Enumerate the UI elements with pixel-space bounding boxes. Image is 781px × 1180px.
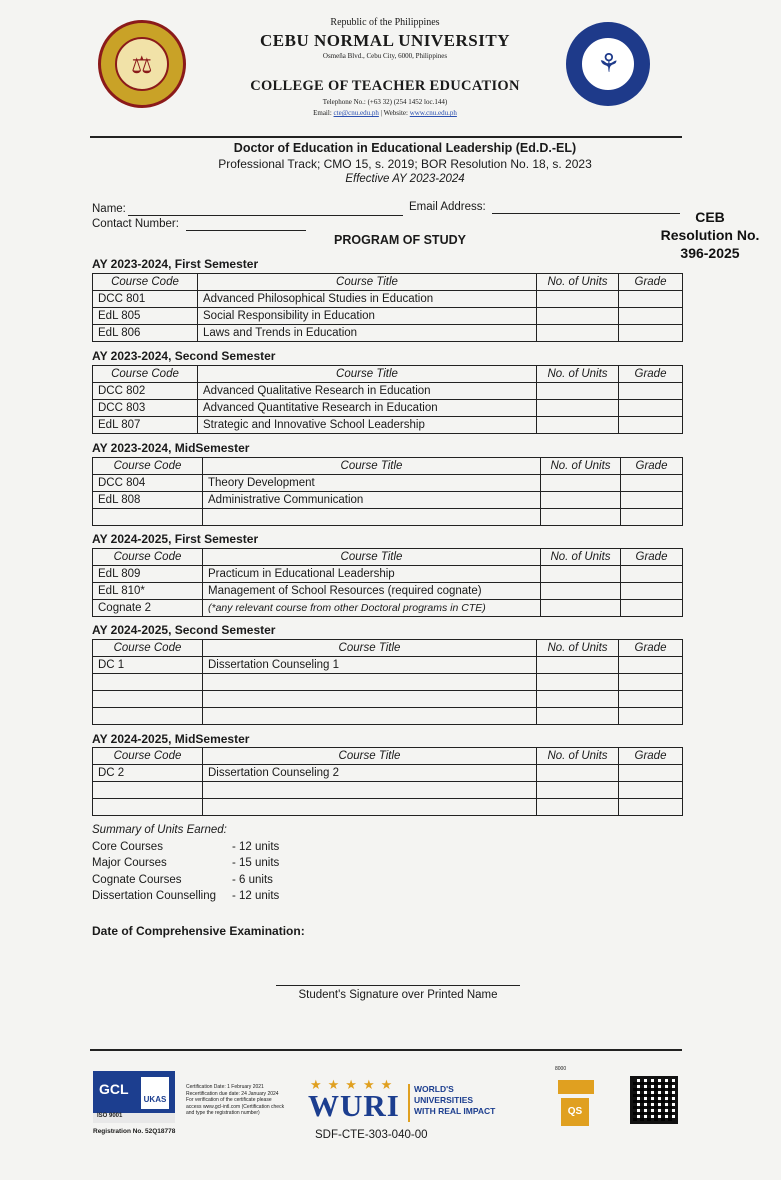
summary-label: Dissertation Counselling — [92, 890, 217, 902]
semester-label: AY 2024-2025, MidSemester — [92, 732, 250, 746]
course-table — [92, 747, 683, 816]
col-grade: Grade — [621, 458, 683, 475]
course-code: EdL 807 — [93, 417, 198, 434]
col-course-code: Course Code — [93, 366, 198, 383]
name-field[interactable] — [128, 215, 403, 216]
course-title: Practicum in Educational Leadership — [203, 566, 541, 583]
course-code: EdL 810* — [93, 583, 203, 600]
units-cell[interactable] — [537, 657, 619, 674]
col-units: No. of Units — [541, 549, 621, 566]
table-row — [93, 583, 683, 600]
grade-cell[interactable] — [621, 566, 683, 583]
col-course-title: Course Title — [198, 274, 537, 291]
course-title: Administrative Communication — [203, 492, 541, 509]
table-row — [93, 657, 683, 674]
table-row — [93, 566, 683, 583]
units-cell[interactable] — [537, 799, 619, 816]
course-code: DC 1 — [93, 657, 203, 674]
course-table — [92, 639, 683, 725]
grade-cell[interactable] — [619, 291, 683, 308]
col-units: No. of Units — [537, 366, 619, 383]
grade-cell[interactable] — [621, 492, 683, 509]
col-grade: Grade — [619, 274, 683, 291]
grade-cell[interactable] — [619, 765, 683, 782]
summary-title: Summary of Units Earned: — [92, 824, 227, 836]
units-cell[interactable] — [537, 417, 619, 434]
summary-label: Major Courses — [92, 857, 167, 869]
units-cell[interactable] — [537, 325, 619, 342]
grade-cell[interactable] — [619, 400, 683, 417]
grade-cell[interactable] — [619, 657, 683, 674]
course-code: DCC 801 — [93, 291, 198, 308]
signature-label: Student's Signature over Printed Name — [298, 989, 498, 1001]
summary-value: - 15 units — [232, 857, 280, 869]
course-title — [203, 708, 537, 725]
col-course-title: Course Title — [203, 458, 541, 475]
certification-info: Certification Date: 1 February 2021 Recertification due date: 24 January 2024 For verification of the certificate please access www.gcl-intl.com (Certification check and type the registration number) — [186, 1084, 285, 1116]
col-units: No. of Units — [541, 458, 621, 475]
course-title — [203, 509, 541, 526]
grade-cell[interactable] — [621, 583, 683, 600]
course-title — [203, 782, 537, 799]
course-table — [92, 548, 683, 617]
units-cell[interactable] — [537, 765, 619, 782]
course-title: Dissertation Counseling 1 — [203, 657, 537, 674]
grade-cell[interactable] — [621, 509, 683, 526]
col-course-title: Course Title — [198, 366, 537, 383]
course-table — [92, 365, 683, 434]
units-cell[interactable] — [541, 583, 621, 600]
course-code: EdL 808 — [93, 492, 203, 509]
units-cell[interactable] — [541, 492, 621, 509]
course-code — [93, 799, 203, 816]
col-units: No. of Units — [537, 274, 619, 291]
cnu-seal-icon: ⚖ — [98, 20, 186, 108]
units-cell[interactable] — [537, 691, 619, 708]
table-row — [93, 600, 683, 617]
grade-cell[interactable] — [621, 600, 683, 617]
summary-value: - 12 units — [232, 841, 280, 853]
course-code: EdL 806 — [93, 325, 198, 342]
ceb-line-1: CEB — [695, 209, 725, 225]
course-code — [93, 674, 203, 691]
grade-cell[interactable] — [619, 308, 683, 325]
wuri-tag-line: WITH REAL IMPACT — [414, 1106, 496, 1116]
course-code: DCC 804 — [93, 475, 203, 492]
course-title: Social Responsibility in Education — [198, 308, 537, 325]
wuri-divider — [408, 1084, 410, 1122]
republic-line: Republic of the Philippines — [330, 17, 440, 28]
units-cell[interactable] — [537, 308, 619, 325]
course-title: Advanced Philosophical Studies in Education — [198, 291, 537, 308]
table-row — [93, 325, 683, 342]
course-title — [203, 674, 537, 691]
grade-cell[interactable] — [619, 325, 683, 342]
qs-logo: QS — [561, 1098, 589, 1126]
course-code — [93, 708, 203, 725]
contact-links — [200, 109, 570, 117]
table-row — [93, 417, 683, 434]
table-row — [93, 475, 683, 492]
semester-label: AY 2024-2025, Second Semester — [92, 623, 276, 637]
col-course-code: Course Code — [93, 748, 203, 765]
course-title: Dissertation Counseling 2 — [203, 765, 537, 782]
semester-label: AY 2023-2024, MidSemester — [92, 441, 250, 455]
grade-cell[interactable] — [619, 383, 683, 400]
course-code — [93, 782, 203, 799]
email-link[interactable]: cte@cnu.edu.ph — [333, 109, 379, 117]
course-code: EdL 805 — [93, 308, 198, 325]
university-name: CEBU NORMAL UNIVERSITY — [260, 31, 510, 50]
table-row — [93, 308, 683, 325]
email-label: Email Address: — [409, 201, 486, 213]
wuri-tag-line: UNIVERSITIES — [414, 1095, 474, 1105]
table-row — [93, 509, 683, 526]
course-table — [92, 273, 683, 342]
name-label: Name: — [92, 203, 126, 215]
program-title: Doctor of Education in Educational Leadership (Ed.D.-EL) — [233, 141, 577, 155]
gcl-certification-logo — [93, 1071, 175, 1123]
ceb-line-3: 396-2025 — [680, 245, 740, 261]
course-code: Cognate 2 — [93, 600, 203, 617]
telephone-line: Telephone No.: (+63 32) (254 1452 loc.144) — [322, 98, 448, 106]
qr-code-icon[interactable] — [630, 1076, 678, 1124]
col-course-code: Course Code — [93, 640, 203, 657]
qs-stars-icon — [558, 1080, 594, 1094]
col-grade: Grade — [619, 640, 683, 657]
col-course-code: Course Code — [93, 458, 203, 475]
col-course-title: Course Title — [203, 640, 537, 657]
gcl-text: GCL — [99, 1081, 129, 1097]
course-code — [93, 691, 203, 708]
units-cell[interactable] — [537, 383, 619, 400]
contact-field[interactable] — [186, 230, 306, 231]
course-title: Laws and Trends in Education — [198, 325, 537, 342]
university-address: Osmeña Blvd., Cebu City, 6000, Philippines — [322, 52, 448, 60]
program-of-study-title: PROGRAM OF STUDY — [334, 233, 466, 247]
course-title: Management of School Resources (required cognate) — [203, 583, 541, 600]
semester-label: AY 2023-2024, First Semester — [92, 257, 259, 271]
col-grade: Grade — [621, 549, 683, 566]
wuri-tagline — [414, 1084, 495, 1117]
units-cell[interactable] — [541, 475, 621, 492]
wuri-logo: WURI — [308, 1088, 400, 1123]
grade-cell[interactable] — [619, 417, 683, 434]
college-name: COLLEGE OF TEACHER EDUCATION — [250, 78, 520, 94]
units-cell[interactable] — [541, 509, 621, 526]
grade-cell[interactable] — [619, 799, 683, 816]
units-cell[interactable] — [537, 782, 619, 799]
ceb-line-2: Resolution No. — [660, 227, 760, 243]
col-course-title: Course Title — [203, 748, 537, 765]
ceb-resolution — [645, 208, 775, 262]
table-row — [93, 492, 683, 509]
semester-label: AY 2024-2025, First Semester — [92, 532, 259, 546]
website-label: | Website: — [380, 109, 408, 117]
course-code: DC 2 — [93, 765, 203, 782]
course-title: Advanced Quantitative Research in Education — [198, 400, 537, 417]
col-course-code: Course Code — [93, 549, 203, 566]
comprehensive-exam-label: Date of Comprehensive Examination: — [92, 924, 305, 938]
program-track: Professional Track; CMO 15, s. 2019; BOR Resolution No. 18, s. 2023 — [218, 157, 592, 171]
course-code: DCC 803 — [93, 400, 198, 417]
course-code: EdL 809 — [93, 566, 203, 583]
units-cell[interactable] — [541, 600, 621, 617]
document-code: SDF-CTE-303-040-00 — [315, 1129, 428, 1141]
summary-value: - 12 units — [232, 890, 280, 902]
units-cell[interactable] — [537, 291, 619, 308]
course-code: DCC 802 — [93, 383, 198, 400]
course-table — [92, 457, 683, 526]
table-row — [93, 782, 683, 799]
header-divider — [90, 136, 682, 138]
course-title: (*any relevant course from other Doctoral programs in CTE) — [203, 600, 541, 617]
table-row — [93, 383, 683, 400]
grade-cell[interactable] — [619, 782, 683, 799]
email-label: Email: — [313, 109, 332, 117]
col-units: No. of Units — [537, 640, 619, 657]
website-link[interactable]: www.cnu.edu.ph — [409, 109, 457, 117]
grade-cell[interactable] — [619, 691, 683, 708]
wuri-stars-icon: ★★★★★ — [310, 1077, 399, 1092]
course-title: Advanced Qualitative Research in Education — [198, 383, 537, 400]
table-row — [93, 799, 683, 816]
col-grade: Grade — [619, 366, 683, 383]
iso-label: ISO 9001 — [93, 1113, 175, 1123]
course-title — [203, 799, 537, 816]
course-code — [93, 509, 203, 526]
grade-cell[interactable] — [619, 708, 683, 725]
course-title: Theory Development — [203, 475, 541, 492]
course-title: Strategic and Innovative School Leadership — [198, 417, 537, 434]
contact-label: Contact Number: — [92, 218, 179, 230]
table-row — [93, 400, 683, 417]
signature-field[interactable] — [276, 985, 520, 986]
units-cell[interactable] — [541, 566, 621, 583]
units-cell[interactable] — [537, 708, 619, 725]
col-course-code: Course Code — [93, 274, 198, 291]
table-row — [93, 674, 683, 691]
col-units: No. of Units — [537, 748, 619, 765]
qs-stars-label: 8000 — [555, 1066, 567, 1072]
program-effective: Effective AY 2023-2024 — [345, 173, 465, 185]
registration-number: Registration No. 52Q18778 — [93, 1128, 176, 1135]
wuri-tag-line: WORLD'S — [414, 1084, 454, 1094]
grade-cell[interactable] — [621, 475, 683, 492]
table-row — [93, 691, 683, 708]
col-grade: Grade — [619, 748, 683, 765]
course-title — [203, 691, 537, 708]
table-row — [93, 291, 683, 308]
semester-label: AY 2023-2024, Second Semester — [92, 349, 276, 363]
footer-divider — [90, 1049, 682, 1051]
units-cell[interactable] — [537, 400, 619, 417]
summary-label: Cognate Courses — [92, 874, 182, 886]
units-cell[interactable] — [537, 674, 619, 691]
summary-label: Core Courses — [92, 841, 163, 853]
table-row — [93, 765, 683, 782]
grade-cell[interactable] — [619, 674, 683, 691]
table-row — [93, 708, 683, 725]
summary-value: - 6 units — [232, 874, 273, 886]
ukas-badge: UKAS — [141, 1077, 169, 1109]
col-course-title: Course Title — [203, 549, 541, 566]
cte-seal-icon: ⚘ — [566, 22, 650, 106]
